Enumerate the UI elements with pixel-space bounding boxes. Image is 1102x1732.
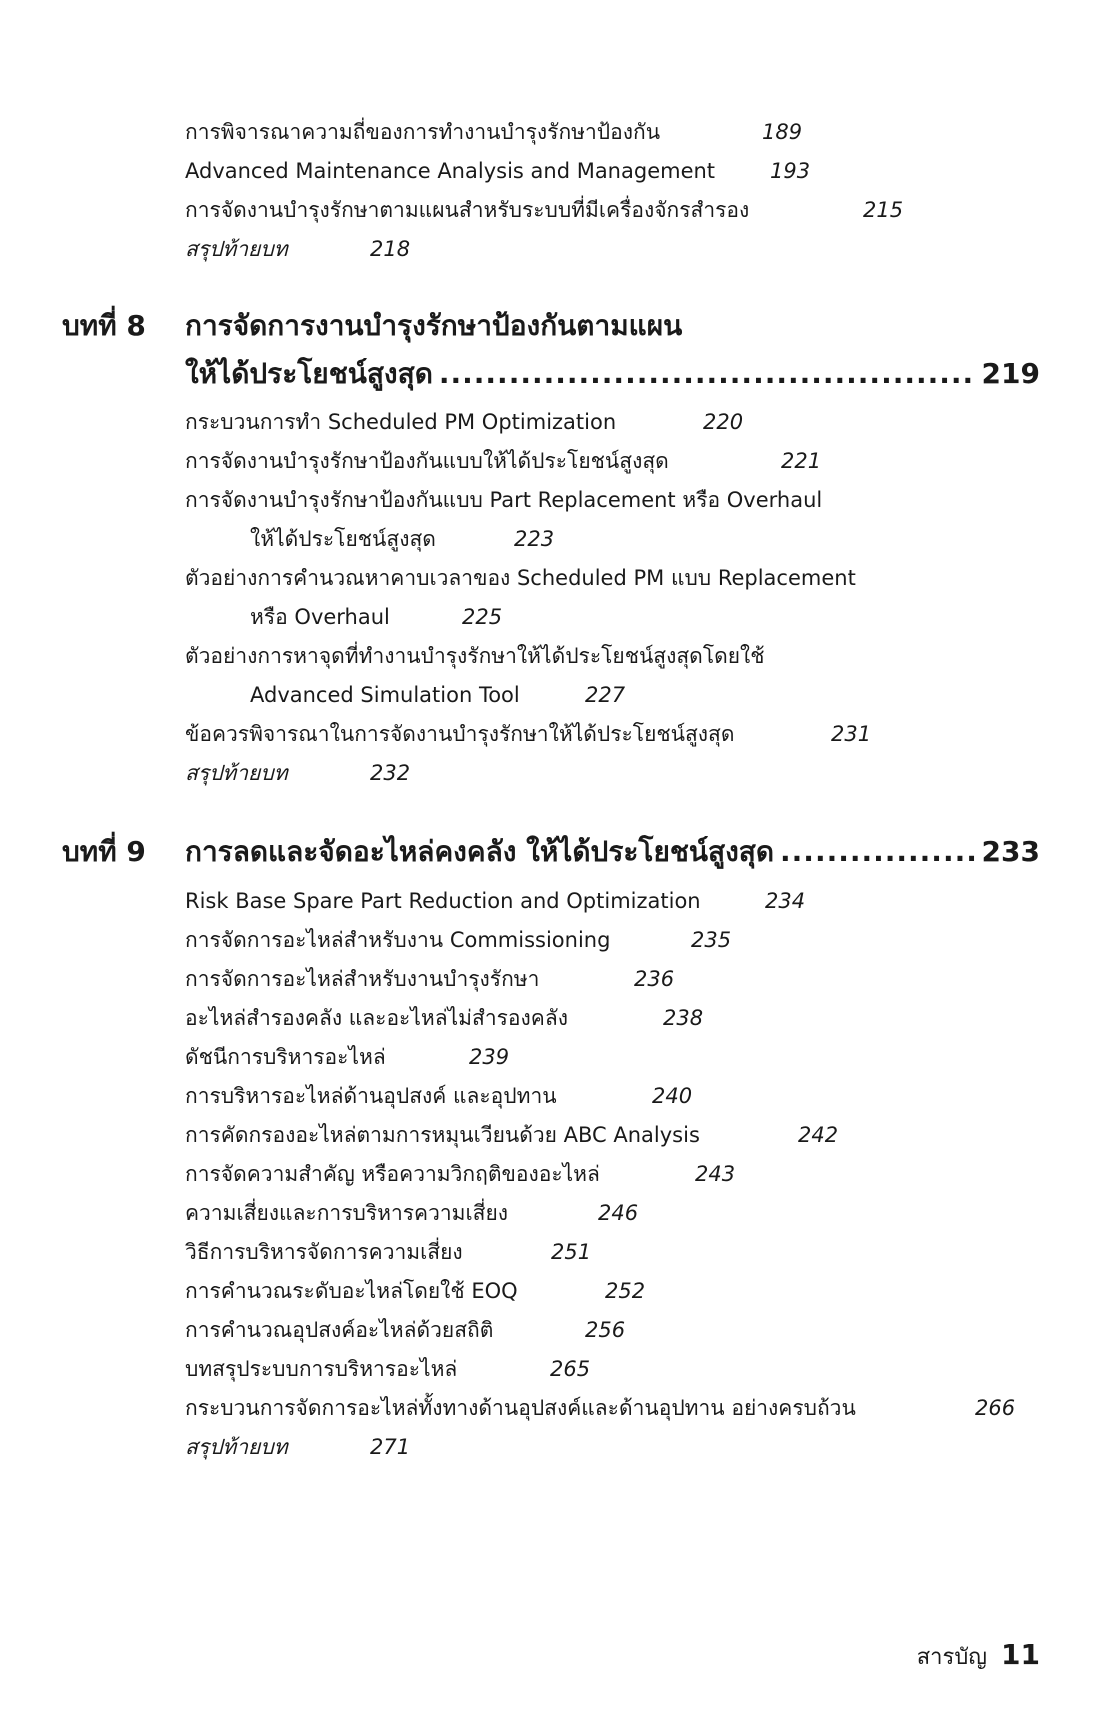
- toc-entry-title: การคำนวณระดับอะไหล่โดยใช้ EOQ: [185, 1279, 518, 1303]
- page-number: 11: [1001, 1638, 1040, 1671]
- toc-entry-title: กระบวนการจัดการอะไหล่ทั้งทางด้านอุปสงค์และด้านอุปทาน อย่างครบถ้วน: [185, 1396, 856, 1420]
- toc-entry-page: 246: [598, 1201, 639, 1225]
- toc-entry[interactable]: [185, 1159, 736, 1189]
- toc-entry[interactable]: [185, 886, 806, 916]
- toc-entry-page: 243: [695, 1162, 736, 1186]
- toc-entry[interactable]: [185, 964, 675, 994]
- toc-entry-page: 265: [550, 1357, 591, 1381]
- page-footer: [917, 1638, 1040, 1675]
- toc-entry-page: 232: [370, 761, 411, 785]
- toc-entry-page: 266: [975, 1396, 1016, 1420]
- toc-entry-page: 215: [863, 198, 904, 222]
- chapter-9-label: บทที่ 9: [62, 835, 146, 868]
- chapter-8-page: 219: [981, 357, 1040, 390]
- toc-entry-title: สรุปท้ายบท: [185, 761, 288, 785]
- toc-entry-summary[interactable]: [185, 1432, 411, 1462]
- toc-entry-page: 239: [469, 1045, 510, 1069]
- toc-entry[interactable]: [185, 117, 803, 147]
- toc-entry-page: 234: [765, 889, 806, 913]
- toc-entry-page: 256: [585, 1318, 626, 1342]
- chapter-9-page: 233: [981, 835, 1040, 868]
- toc-entry-page: 227: [585, 683, 626, 707]
- toc-entry-title: ให้ได้ประโยชน์สูงสุด: [250, 527, 436, 551]
- toc-entry[interactable]: [185, 156, 811, 186]
- toc-entry[interactable]: [185, 925, 732, 955]
- toc-entry-title: การคัดกรองอะไหล่ตามการหมุนเวียนด้วย ABC Analysis: [185, 1123, 700, 1147]
- toc-entry-title: การจัดความสำคัญ หรือความวิกฤติของอะไหล่: [185, 1162, 600, 1186]
- toc-entry-title: Risk Base Spare Part Reduction and Optimization: [185, 889, 701, 913]
- toc-entry[interactable]: [185, 485, 822, 515]
- toc-entry-title: การจัดการอะไหล่สำหรับงานบำรุงรักษา: [185, 967, 540, 991]
- chapter-9-title-text: การลดและจัดอะไหล่คงคลัง ให้ได้ประโยชน์สูงสุด: [185, 835, 775, 868]
- toc-entry[interactable]: [185, 719, 872, 749]
- toc-entry-page: 218: [370, 237, 411, 261]
- toc-entry-summary[interactable]: [185, 758, 411, 788]
- toc-entry[interactable]: [185, 1237, 592, 1267]
- toc-entry[interactable]: [185, 1276, 646, 1306]
- toc-entry[interactable]: [185, 1393, 1016, 1423]
- toc-entry-title: วิธีการบริหารจัดการความเสี่ยง: [185, 1240, 463, 1264]
- toc-entry[interactable]: [185, 407, 744, 437]
- toc-entry[interactable]: [185, 641, 765, 671]
- toc-entry-page: 223: [514, 527, 555, 551]
- toc-entry-title: การบริหารอะไหล่ด้านอุปสงค์ และอุปทาน: [185, 1084, 557, 1108]
- toc-entry-page: 189: [762, 120, 803, 144]
- toc-entry[interactable]: [185, 195, 904, 225]
- chapter-8-title-line1[interactable]: การจัดการงานบำรุงรักษาป้องกันตามแผน: [185, 309, 683, 342]
- toc-entry-title: ตัวอย่างการหาจุดที่ทำงานบำรุงรักษาให้ได้ประโยชน์สูงสุดโดยใช้: [185, 644, 765, 668]
- chapter-8-title-line2[interactable]: [185, 354, 1040, 394]
- toc-entry-page: 252: [605, 1279, 646, 1303]
- toc-entry[interactable]: [185, 1354, 591, 1384]
- toc-entry[interactable]: [185, 446, 822, 476]
- toc-entry-page: 231: [831, 722, 872, 746]
- toc-entry-title: ตัวอย่างการคำนวณหาคาบเวลาของ Scheduled PM แบบ Replacement: [185, 566, 856, 590]
- toc-entry-page: 251: [551, 1240, 592, 1264]
- toc-entry-page: 225: [462, 605, 503, 629]
- footer-label: สารบัญ: [916, 1645, 988, 1670]
- toc-entry-title: หรือ Overhaul: [250, 605, 390, 629]
- toc-entry-title: บทสรุประบบการบริหารอะไหล่: [185, 1357, 458, 1381]
- toc-entry-title: ดัชนีการบริหารอะไหล่: [185, 1045, 386, 1069]
- toc-entry-page: 240: [652, 1084, 693, 1108]
- toc-entry-page: 271: [370, 1435, 411, 1459]
- toc-entry[interactable]: [185, 1042, 510, 1072]
- toc-entry-title: Advanced Simulation Tool: [250, 683, 520, 707]
- toc-entry-title: สรุปท้ายบท: [185, 1435, 288, 1459]
- chapter-9-title[interactable]: [185, 832, 1040, 872]
- toc-entry-page: 193: [770, 159, 811, 183]
- toc-entry-continued[interactable]: [250, 680, 626, 710]
- toc-entry-page: 236: [634, 967, 675, 991]
- chapter-8-label: บทที่ 8: [62, 309, 146, 342]
- toc-entry-page: 238: [663, 1006, 704, 1030]
- toc-entry-title: อะไหล่สำรองคลัง และอะไหล่ไม่สำรองคลัง: [185, 1006, 568, 1030]
- toc-entry[interactable]: [185, 563, 856, 593]
- toc-entry[interactable]: [185, 1081, 693, 1111]
- toc-entry[interactable]: [185, 1315, 626, 1345]
- toc-entry-title: สรุปท้ายบท: [185, 237, 288, 261]
- toc-entry-title: การคำนวณอุปสงค์อะไหล่ด้วยสถิติ: [185, 1318, 494, 1342]
- toc-entry-title: กระบวนการทำ Scheduled PM Optimization: [185, 410, 617, 434]
- toc-entry-continued[interactable]: [250, 524, 555, 554]
- toc-entry-page: 235: [691, 928, 732, 952]
- toc-entry-title: Advanced Maintenance Analysis and Management: [185, 159, 716, 183]
- toc-entry[interactable]: [185, 1198, 639, 1228]
- toc-entry-continued[interactable]: [250, 602, 503, 632]
- toc-entry-title: ความเสี่ยงและการบริหารความเสี่ยง: [185, 1201, 509, 1225]
- toc-entry-title: ข้อควรพิจารณาในการจัดงานบำรุงรักษาให้ได้ประโยชน์สูงสุด: [185, 722, 735, 746]
- toc-entry-page: 242: [798, 1123, 839, 1147]
- dot-leader: [780, 832, 976, 872]
- toc-entry-title: การจัดงานบำรุงรักษาป้องกันแบบให้ได้ประโยชน์สูงสุด: [185, 449, 669, 473]
- toc-entry-title: การพิจารณาความถี่ของการทำงานบำรุงรักษาป้องกัน: [185, 120, 661, 144]
- toc-entry-title: การจัดงานบำรุงรักษาป้องกันแบบ Part Replacement หรือ Overhaul: [185, 488, 823, 512]
- toc-entry-summary[interactable]: [185, 234, 411, 264]
- toc-entry[interactable]: [185, 1003, 704, 1033]
- chapter-8-title-line2-text: ให้ได้ประโยชน์สูงสุด: [185, 357, 433, 390]
- toc-entry-page: 220: [703, 410, 744, 434]
- toc-entry-title: การจัดการอะไหล่สำหรับงาน Commissioning: [185, 928, 611, 952]
- dot-leader: [439, 354, 976, 394]
- toc-entry-title: การจัดงานบำรุงรักษาตามแผนสำหรับระบบที่มีเครื่องจักรสำรอง: [185, 198, 750, 222]
- toc-entry-page: 221: [781, 449, 822, 473]
- toc-entry[interactable]: [185, 1120, 839, 1150]
